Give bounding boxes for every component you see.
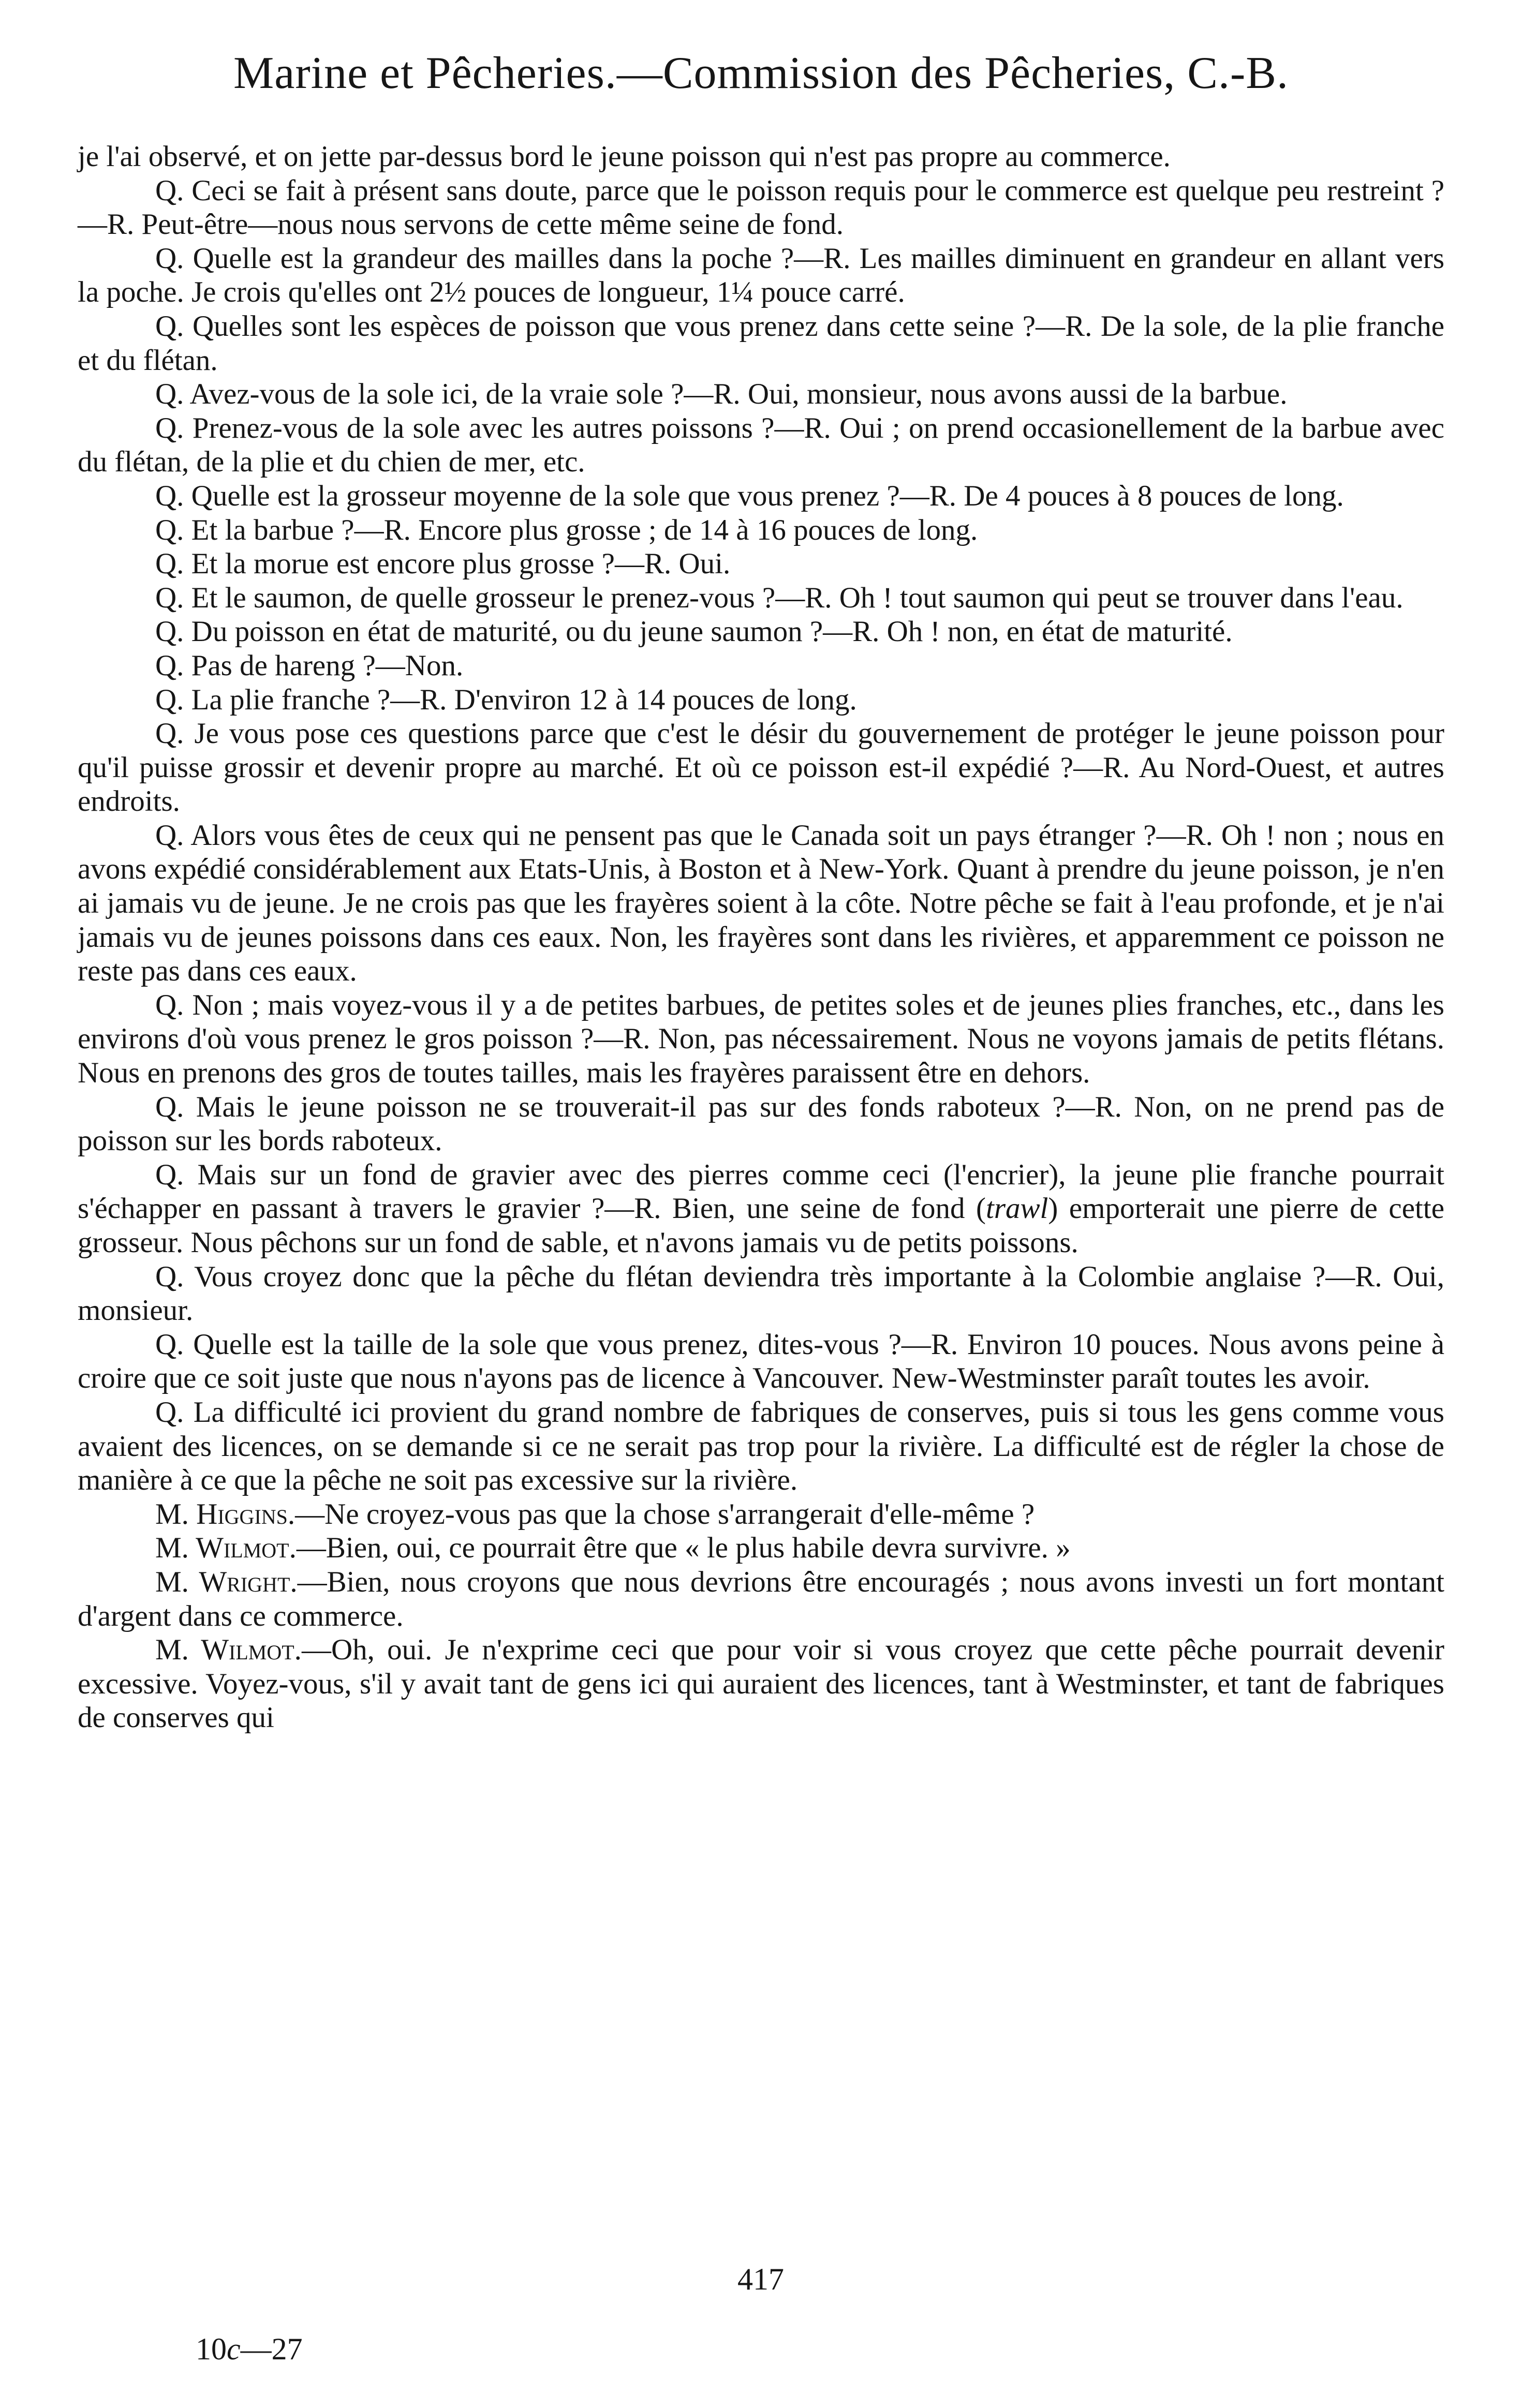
paragraph: Q. Alors vous êtes de ceux qui ne pensent pas que le Canada soit un pays étranger ?—R. Oh ! non ; nous en avons expédié considérablement aux Etats-Unis, à Boston et à New-York. Quant à prendre du jeune poisson, je n'en ai jamais vu de jeune. Je ne crois pas que les frayères soient à la côte. Notre pêche se fait à l'eau profonde, et je n'ai jamais vu de jeunes poissons dans ces eaux. Non, les frayères sont dans les rivières, et apparemment ce poisson ne reste pas dans ces eaux. [78,819,1444,988]
speaker-text: —Bien, oui, ce pourrait être que « le plus habile devra survivre. » [296,1532,1071,1565]
paragraph: Q. Non ; mais voyez-vous il y a de petites barbues, de petites soles et de jeunes plies franches, etc., dans les environs d'où vous prenez le gros poisson ?—R. Non, pas nécessairement. Nous ne voyons jamais de petits flétans. Nous en prenons des gros de toutes tailles, mais les frayères paraissent être en dehors. [78,988,1444,1090]
speaker-text: —Ne croyez-vous pas que la chose s'arrangerait d'elle-même ? [295,1497,1035,1530]
speaker-name: M. Higgins. [155,1497,295,1530]
paragraph-trawl [78,1158,1444,1260]
paragraph: Q. La difficulté ici provient du grand nombre de fabriques de conserves, puis si tous les gens comme vous avaient des licences, on se demande si ce ne serait pas trop pour la rivière. La difficulté est de régler la chose de manière à ce que la pêche ne soit pas excessive sur la rivière. [78,1395,1444,1497]
signature-sheet: —27 [240,2332,303,2366]
signature-number: 10 [196,2332,227,2366]
paragraph: Q. Prenez-vous de la sole avec les autres poissons ?—R. Oui ; on prend occasionellement de la barbue avec du flétan, de la plie et du chien de mer, etc. [78,411,1444,479]
paragraph: Q. Mais le jeune poisson ne se trouverait-il pas sur des fonds raboteux ?—R. Non, on ne prend pas de poisson sur les bords raboteux. [78,1090,1444,1157]
paragraph: je l'ai observé, et on jette par-dessus bord le jeune poisson qui n'est pas propre au commerce. [78,140,1171,173]
paragraph: Q. Quelle est la grandeur des mailles dans la poche ?—R. Les mailles diminuent en grandeur en allant vers la poche. Je crois qu'elles ont 2½ pouces de longueur, 1¼ pouce carré. [78,242,1444,309]
speaker-name: M. Wilmot. [155,1532,297,1565]
paragraph-text: Q. Mais sur un fond de gravier avec des pierres comme ceci (l'encrier), la jeune plie franche pourrait s'échapper en passant à travers le gravier ?—R. Bien, une seine de fond (trawl) emporterait une pierre de cette grosseur. Nous pêchons sur un fond de sable, et n'avons jamais vu de petits poissons. [78,1158,1444,1259]
speaker-text: —Bien, nous croyons que nous devrions être encouragés ; nous avons investi un fort montant d'argent dans ce commerce. [78,1565,1444,1632]
paragraph: Q. Et le saumon, de quelle grosseur le prenez-vous ?—R. Oh ! tout saumon qui peut se trouver dans l'eau. [155,581,1403,614]
paragraph: Q. Quelle est la taille de la sole que vous prenez, dites-vous ?—R. Environ 10 pouces. Nous avons peine à croire que ce soit juste que nous n'ayons pas de licence à Vancouver. New-Westminster paraît toutes les avoir. [78,1328,1444,1395]
paragraph: Q. Quelle est la grosseur moyenne de la sole que vous prenez ?—R. De 4 pouces à 8 pouces de long. [155,479,1344,512]
italic-term: trawl [985,1192,1048,1225]
paragraph: Q. Je vous pose ces questions parce que c'est le désir du gouvernement de protéger le jeune poisson pour qu'il puisse grossir et devenir propre au marché. Et où ce poisson est-il expédié ?—R. Au Nord-Ouest, et autres endroits. [78,717,1444,818]
paragraph: Q. Et la barbue ?—R. Encore plus grosse ; de 14 à 16 pouces de long. [155,513,978,546]
paragraph: Q. Vous croyez donc que la pêche du flétan deviendra très importante à la Colombie anglaise ?—R. Oui, monsieur. [78,1260,1444,1327]
paragraph: Q. Pas de hareng ?—Non. [155,649,464,682]
dialogue-line [78,1531,1444,1565]
speaker-name: M. Wright. [155,1565,298,1598]
body-text [78,140,1444,1735]
paragraph: Q. Du poisson en état de maturité, ou du jeune saumon ?—R. Oh ! non, en état de maturité. [155,615,1233,648]
dialogue-line [78,1633,1444,1735]
paragraph: Q. Quelles sont les espèces de poisson que vous prenez dans cette seine ?—R. De la sole, de la plie franche et du flétan. [78,309,1444,377]
running-header: Marine et Pêcheries.—Commission des Pêcheries, C.-B. [233,48,1289,98]
speaker-name: M. Wilmot. [155,1633,302,1667]
dialogue-line [78,1565,1444,1633]
signature-letter: c [227,2332,241,2366]
printer-signature [196,2331,303,2367]
paragraph: Q. Avez-vous de la sole ici, de la vraie sole ?—R. Oui, monsieur, nous avons aussi de la barbue. [155,378,1288,411]
speaker-text: —Oh, oui. Je n'exprime ceci que pour voir si vous croyez que cette pêche pourrait devenir excessive. Voyez-vous, s'il y avait tant de gens ici qui auraient des licences, tant à Westminster, et tant de fabriques de conserves qui [78,1633,1444,1734]
dialogue-line [78,1497,1444,1532]
paragraph: Q. Ceci se fait à présent sans doute, parce que le poisson requis pour le commerce est quelque peu restreint ?—R. Peut-être—nous nous servons de cette même seine de fond. [78,174,1444,241]
paragraph: Q. La plie franche ?—R. D'environ 12 à 14 pouces de long. [155,683,857,716]
paragraph: Q. Et la morue est encore plus grosse ?—R. Oui. [155,547,731,581]
page-number: 417 [737,2262,784,2296]
